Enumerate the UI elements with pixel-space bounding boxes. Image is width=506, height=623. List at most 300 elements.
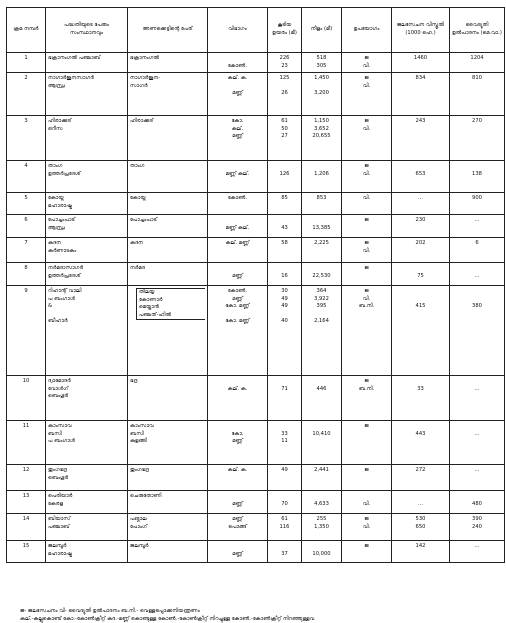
table-row	[7, 73, 505, 116]
cell-line: 2,441	[314, 467, 329, 474]
cell-line: 395	[316, 303, 327, 310]
cell-height	[268, 53, 302, 73]
cell-height	[268, 161, 302, 193]
cell-irr	[392, 73, 450, 116]
column-header: ഉപയോഗം	[342, 8, 392, 53]
cell-line: 305	[316, 62, 327, 69]
cell-line: മണ്ണ് കല്.	[225, 224, 250, 231]
cell-use	[342, 116, 392, 161]
cell-line: നാഗാർജുനസാഗർ	[48, 75, 94, 82]
cell-line: പോംഗ്	[130, 523, 148, 530]
cell-use	[342, 73, 392, 116]
cell-line: റിഹാന്റ് വാലി	[48, 288, 82, 295]
cell-power	[450, 421, 505, 465]
cell-line: 530	[415, 516, 426, 523]
cell-irr	[392, 376, 450, 421]
cell-line: കർണാടകം	[48, 247, 77, 254]
cell-project	[46, 491, 128, 514]
cell-no: 15	[7, 541, 46, 563]
cell-type	[208, 514, 268, 541]
cell-line: ഒറീസ	[48, 125, 63, 132]
cell-line: 43	[281, 224, 288, 231]
cell-dam	[128, 376, 208, 421]
cell-line: പ ബംഗാൾ	[48, 438, 76, 445]
cell-line: മണ്ണ്	[232, 295, 243, 302]
cell-dam	[128, 161, 208, 193]
cell-line: 650	[415, 523, 426, 530]
footnote-1: ജ- ജലസേചനം വി- വൈദ്യുതി ഉൽപാദനം ബ.നി.- വെള്ളപ്പൊക്കനിയന്ത്രണം	[20, 608, 200, 614]
cell-line: മെയ്താൻ	[139, 304, 160, 311]
cell-line: ബെംഗൂർ	[48, 393, 69, 400]
table-row	[7, 541, 505, 563]
cell-power	[450, 263, 505, 286]
cell-no: 8	[7, 263, 46, 286]
cell-line: 13,385	[312, 224, 331, 231]
cell-line: ഭക്രാനംഗൽ പഞ്ചാബ്	[48, 55, 101, 61]
cell-line	[270, 83, 299, 91]
cell-line: കുളങ്ങി	[130, 438, 147, 445]
cell-line: പഞ്ചത്-ഹിൽ	[139, 311, 172, 318]
cell-line: ജ	[364, 118, 369, 125]
cell-line: 61	[281, 118, 288, 125]
cell-line: 230	[415, 217, 426, 224]
cell-height	[268, 286, 302, 376]
cell-line: 49	[281, 295, 288, 302]
cell-line: ജ	[364, 543, 369, 550]
cell-power	[450, 161, 505, 193]
cell-line: വോൾഗ്	[48, 385, 69, 392]
cell-type	[208, 161, 268, 193]
cell-no: 13	[7, 491, 46, 514]
cell-line	[452, 163, 502, 171]
cell-line: 1,150	[314, 118, 329, 125]
cell-use	[342, 421, 392, 465]
cell-line: കല്. ക.	[227, 385, 248, 392]
cell-use	[342, 215, 392, 238]
cell-type	[208, 286, 268, 376]
cell-project	[46, 541, 128, 563]
cell-dam	[128, 421, 208, 465]
cell-height	[268, 263, 302, 286]
cell-line: 16	[281, 272, 288, 279]
cell-irr	[392, 263, 450, 286]
cell-length	[302, 421, 342, 465]
cell-line: കോയ്ന	[130, 195, 146, 202]
cell-line: 11	[281, 438, 288, 445]
table-row	[7, 193, 505, 215]
cell-line	[210, 55, 265, 63]
cell-line	[210, 217, 265, 225]
cell-line: വി.	[362, 295, 371, 302]
cell-type	[208, 116, 268, 161]
table-row	[7, 421, 505, 465]
cell-height	[268, 465, 302, 491]
table-row	[7, 514, 505, 541]
cell-line: 116	[279, 523, 290, 530]
cell-line: 125	[279, 75, 290, 82]
cell-line: ജ	[364, 240, 369, 247]
cell-line	[452, 493, 502, 501]
cell-line: കോ.	[231, 430, 244, 437]
cell-type	[208, 73, 268, 116]
cell-line	[270, 493, 299, 501]
cell-line: മണ്ണ്	[232, 500, 243, 507]
cell-length	[302, 514, 342, 541]
cell-line	[394, 288, 447, 296]
cell-length	[302, 53, 342, 73]
cell-line: വി.	[362, 82, 371, 89]
cell-line	[452, 378, 502, 386]
cell-line: ...	[474, 217, 480, 224]
column-header: നീളം (മീ)	[302, 8, 342, 53]
cell-line	[210, 265, 265, 273]
cell-line: 2,225	[314, 240, 329, 247]
cell-line: 1,450	[314, 75, 329, 82]
column-header: പദ്ധതിയുടെ പേരും സംസ്ഥാനവും	[46, 8, 128, 53]
cell-length	[302, 193, 342, 215]
cell-line: കോൺ.	[227, 62, 248, 69]
cell-power	[450, 73, 505, 116]
cell-project	[46, 193, 128, 215]
cell-line	[270, 543, 299, 551]
table-row	[7, 116, 505, 161]
cell-line	[270, 423, 299, 431]
cell-line: 834	[415, 75, 426, 82]
cell-line: 240	[472, 523, 482, 530]
cell-line: കോ.	[231, 118, 244, 125]
cell-power	[450, 238, 505, 263]
cell-project	[46, 286, 128, 376]
cell-project	[46, 263, 128, 286]
cell-line: 272	[415, 467, 426, 474]
cell-line: സാഗർ	[130, 82, 148, 89]
cell-irr	[392, 53, 450, 73]
cell-use	[342, 263, 392, 286]
cell-line: നർമദ	[130, 265, 145, 272]
cell-line: 364	[316, 288, 327, 295]
cell-line: മണ്ണ്	[232, 133, 243, 140]
cell-length	[302, 215, 342, 238]
cell-line: കോ. മണ്ണ്	[225, 303, 250, 310]
cell-line: ഹിരാക്കുദ്	[48, 118, 72, 125]
table-row	[7, 286, 505, 376]
cell-type	[208, 491, 268, 514]
cell-line	[210, 493, 265, 501]
cell-dam	[128, 215, 208, 238]
cell-irr	[392, 161, 450, 193]
cell-line: ബെംഗൂർ	[48, 474, 69, 481]
cell-line: 202	[415, 240, 426, 247]
cell-line: 380	[472, 303, 482, 310]
cell-no: 7	[7, 238, 46, 263]
cell-line: 37	[281, 550, 288, 557]
cell-line: ജ	[364, 423, 369, 430]
cell-line: മണ്ണ് കല്.	[225, 170, 250, 177]
cell-line: പോച്ചംപാട്	[48, 217, 76, 224]
cell-line	[210, 423, 265, 431]
cell-line: ഭക്രാനംഗൽ	[130, 55, 160, 61]
cell-use	[342, 286, 392, 376]
cell-line: 33	[281, 430, 288, 437]
top-strip	[0, 0, 506, 7]
cell-type	[208, 263, 268, 286]
cell-line: 27	[281, 133, 288, 140]
cell-irr	[392, 286, 450, 376]
cell-line: വി.	[362, 62, 371, 69]
cell-length	[302, 286, 342, 376]
cell-line: കല്. മണ്ണ്	[225, 240, 250, 247]
cell-line: 22,530	[312, 272, 331, 279]
cell-no: 5	[7, 193, 46, 215]
cell-line: 85	[281, 195, 288, 202]
cell-project	[46, 161, 128, 193]
cell-line	[304, 163, 339, 171]
cell-line: 3,200	[314, 90, 329, 97]
cell-project	[46, 116, 128, 161]
cell-line: പഞ്ചാബ്	[48, 523, 70, 530]
cell-line: കാംസാവ	[130, 423, 154, 430]
cell-no: 14	[7, 514, 46, 541]
cell-line: നർമദാസാഗർ	[48, 265, 84, 272]
cell-line: പെരിയാർ	[48, 493, 73, 500]
cell-line: കോ. മണ്ണ്	[225, 318, 250, 325]
cell-line: നാഗാർജുന-	[130, 75, 161, 82]
cell-no: 11	[7, 421, 46, 465]
table-row	[7, 238, 505, 263]
cell-line: ജലമ്പൂർ	[130, 543, 149, 550]
cell-line	[270, 378, 299, 386]
cell-line: മണ്ണ്	[232, 90, 243, 97]
cell-type	[208, 215, 268, 238]
cell-length	[302, 263, 342, 286]
cell-line: മണ്ണ്	[232, 272, 243, 279]
cell-line	[394, 163, 447, 171]
cell-line: വി.	[362, 500, 371, 507]
cell-no: 6	[7, 215, 46, 238]
cell-dam	[128, 491, 208, 514]
cell-line: ജ	[364, 516, 369, 523]
cell-dam	[128, 465, 208, 491]
cell-line: മണ്ണ്	[232, 550, 243, 557]
cell-irr	[392, 116, 450, 161]
cell-length	[302, 376, 342, 421]
cell-line	[304, 378, 339, 386]
cell-dam	[128, 541, 208, 563]
cell-no: 4	[7, 161, 46, 193]
cell-line: ജ	[364, 378, 369, 385]
cell-power	[450, 491, 505, 514]
cell-line: ജ	[364, 55, 369, 61]
cell-line: 2,164	[314, 318, 329, 325]
cell-line: 415	[415, 303, 426, 310]
cell-line: ചെരുതോണി	[130, 493, 162, 500]
cell-line: പങ്ഗാല	[130, 516, 147, 523]
cell-line: കല്.	[231, 125, 244, 132]
cell-line: 6	[475, 240, 479, 247]
cell-power	[450, 215, 505, 238]
cell-no: 12	[7, 465, 46, 491]
cell-line: 142	[415, 543, 426, 550]
cell-line: ജ	[364, 288, 369, 295]
cell-line: 58	[281, 240, 288, 247]
cell-no: 2	[7, 73, 46, 116]
cell-use	[342, 541, 392, 563]
cell-line: 75	[417, 272, 424, 279]
cell-line: മണ്ണ്	[232, 438, 243, 445]
cell-line: പൊങ്ങ്	[228, 523, 247, 530]
cell-dam	[128, 116, 208, 161]
cell-line: 4,633	[314, 500, 329, 507]
cell-use	[342, 514, 392, 541]
cell-line: വി.	[362, 523, 371, 530]
cell-use	[342, 491, 392, 514]
cell-no: 3	[7, 116, 46, 161]
cell-line	[304, 83, 339, 91]
cell-line: ജ	[364, 265, 369, 272]
cell-line: 243	[415, 118, 426, 125]
cell-line: 126	[279, 170, 290, 177]
cell-project	[46, 465, 128, 491]
cell-line: 518	[316, 55, 327, 61]
cell-line: 30	[281, 288, 288, 295]
cell-line: 270	[472, 118, 482, 125]
cell-line: 446	[316, 385, 327, 392]
table-row	[7, 263, 505, 286]
cell-line	[394, 493, 447, 501]
cell-line: ആന്ധ്ര	[48, 224, 66, 231]
cell-line: 50	[281, 125, 288, 132]
cell-irr	[392, 541, 450, 563]
cell-line: 49	[281, 467, 288, 474]
cell-line	[270, 265, 299, 273]
cell-line: 1460	[413, 55, 428, 61]
cell-line: &	[48, 303, 53, 310]
cell-line: 61	[281, 516, 288, 523]
cell-line: ബീഹാർ	[48, 318, 68, 325]
cell-line	[270, 217, 299, 225]
cell-line: 10,000	[312, 550, 331, 557]
cell-line	[210, 311, 265, 319]
cell-dam	[128, 286, 208, 376]
cell-dam	[128, 193, 208, 215]
cell-line: പ ബംഗാൾ	[48, 295, 76, 302]
cell-line	[394, 265, 447, 273]
table-row	[7, 53, 505, 73]
cell-line: ബിയാസ്	[48, 516, 71, 523]
cell-line	[304, 217, 339, 225]
cell-line: ബ.നി.	[358, 303, 375, 310]
cell-project	[46, 73, 128, 116]
cell-height	[268, 376, 302, 421]
header-row	[7, 8, 505, 53]
cell-power	[450, 286, 505, 376]
cell-project	[46, 421, 128, 465]
cell-line: കദന	[48, 240, 61, 247]
cell-power	[450, 53, 505, 73]
cell-line: ...	[474, 543, 480, 550]
cell-line: വി.	[362, 125, 371, 132]
cell-power	[450, 465, 505, 491]
cell-use	[342, 193, 392, 215]
cell-power	[450, 193, 505, 215]
cell-irr	[392, 421, 450, 465]
cell-line	[210, 163, 265, 171]
cell-line: ...	[474, 385, 480, 392]
cell-line: ജ	[364, 75, 369, 82]
cell-irr	[392, 215, 450, 238]
cell-height	[268, 238, 302, 263]
table-row	[7, 161, 505, 193]
cell-line: 390	[472, 516, 482, 523]
dams-table	[6, 7, 505, 563]
cell-line: ഹിരാക്കുദ്	[130, 118, 154, 125]
cell-line: തുംഗഭദ്ര	[48, 467, 68, 474]
cell-line: 70	[281, 500, 288, 507]
cell-line	[452, 296, 502, 304]
cell-line: ...	[474, 272, 480, 279]
cell-line: താംഗ	[48, 163, 63, 170]
cell-line: 853	[316, 195, 327, 202]
table-row	[7, 376, 505, 421]
cell-use	[342, 376, 392, 421]
cell-line: ഉത്തർപ്രദേശ്	[48, 272, 81, 279]
column-header: ജലസേചന വിസ്തൃതി (1000 ഹെ.)	[392, 8, 450, 53]
cell-project	[46, 53, 128, 73]
cell-height	[268, 215, 302, 238]
cell-line: 653	[415, 170, 426, 177]
cell-line: 226	[279, 55, 290, 61]
cell-line: 480	[472, 500, 482, 507]
cell-line	[304, 423, 339, 431]
cell-height	[268, 421, 302, 465]
cell-no: 10	[7, 376, 46, 421]
cell-line: തുംഗഭദ്ര	[130, 467, 150, 474]
cell-line	[452, 423, 502, 431]
cell-line	[394, 378, 447, 386]
cell-height	[268, 73, 302, 116]
cell-line: 255	[316, 516, 327, 523]
cell-length	[302, 491, 342, 514]
cell-line	[452, 265, 502, 273]
cell-project	[46, 514, 128, 541]
cell-line: പോച്ചംപാട്	[130, 217, 158, 224]
cell-height	[268, 541, 302, 563]
cell-line: 33	[417, 385, 424, 392]
cell-project	[46, 376, 128, 421]
cell-dam	[128, 53, 208, 73]
cell-line	[344, 493, 389, 501]
cell-type	[208, 238, 268, 263]
cell-length	[302, 116, 342, 161]
cell-line	[210, 378, 265, 386]
cell-project	[46, 238, 128, 263]
cell-line: 810	[472, 75, 482, 82]
cell-line: 900	[472, 195, 482, 202]
cell-power	[450, 116, 505, 161]
cell-no: 9	[7, 286, 46, 376]
cell-line: ബസി	[48, 430, 62, 437]
cell-height	[268, 193, 302, 215]
cell-line: കേരള	[48, 500, 64, 507]
cell-line: കോൺ.	[227, 288, 248, 295]
cell-line: 1,350	[314, 523, 329, 530]
cell-line: ജ	[364, 467, 369, 474]
cell-dam	[128, 263, 208, 286]
cell-type	[208, 541, 268, 563]
cell-line: 138	[472, 170, 482, 177]
cell-line: 40	[281, 318, 288, 325]
cell-length	[302, 238, 342, 263]
